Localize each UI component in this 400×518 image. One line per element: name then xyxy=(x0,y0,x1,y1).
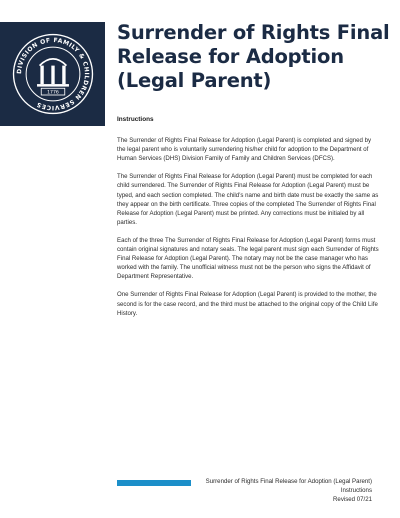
paragraph: The Surrender of Rights Final Release for Adoption (Legal Parent) must be completed for each child surrendered. The Surrender of Rights Final Release for Adoption (Legal Parent) must be typed, and each section completed. The child’s name and birth date must be exactly the same as they appear on the birth certificate. Three copies of the completed The Surrender of Rights Final Release for Adoption (Legal Parent) must be printed. Any corrections must be initialed by all parties. xyxy=(117,173,379,226)
footer-form-name: Surrender of Rights Final Release for Adoption (Legal Parent) xyxy=(205,478,372,485)
seal-ring-text: DIVISION OF FAMILY & CHILDREN SERVICES xyxy=(15,37,90,111)
georgia-dfcs-seal xyxy=(0,22,105,126)
section-heading: Instructions xyxy=(117,116,154,123)
paragraph: Each of the three The Surrender of Rights Final Release for Adoption (Legal Parent) forms must contain original signatures and notary seals. The legal parent must sign each Surrender of Rights Final Release for Adoption (Legal Parent). The notary may not be the case manager who has worked with the family. The unofficial witness must not be the person who signs the Affidavit of Department Representative. xyxy=(117,236,379,281)
page-title: Surrender of Rights Final Release for Adoption (Legal Parent) xyxy=(117,21,390,92)
footer xyxy=(206,477,372,504)
footer-revision: Revised 07/21 xyxy=(333,496,372,503)
seal-year: 1776 xyxy=(46,90,59,96)
seal-icon xyxy=(11,32,95,116)
paragraph: The Surrender of Rights Final Release for Adoption (Legal Parent) is completed and signed by the legal parent who is voluntarily surrendering his/her child for adoption to the Department of Human Services (DHS) Division Family of Family and Children Services (DFCS). xyxy=(117,137,372,163)
paragraph: One Surrender of Rights Final Release for Adoption (Legal Parent) is provided to the mother, the second is for the case record, and the third must be attached to the original copy of the Child Life History. xyxy=(117,291,378,317)
footer-accent-bar xyxy=(117,480,191,486)
instructions-section xyxy=(117,115,379,327)
footer-section: Instructions xyxy=(340,487,372,494)
